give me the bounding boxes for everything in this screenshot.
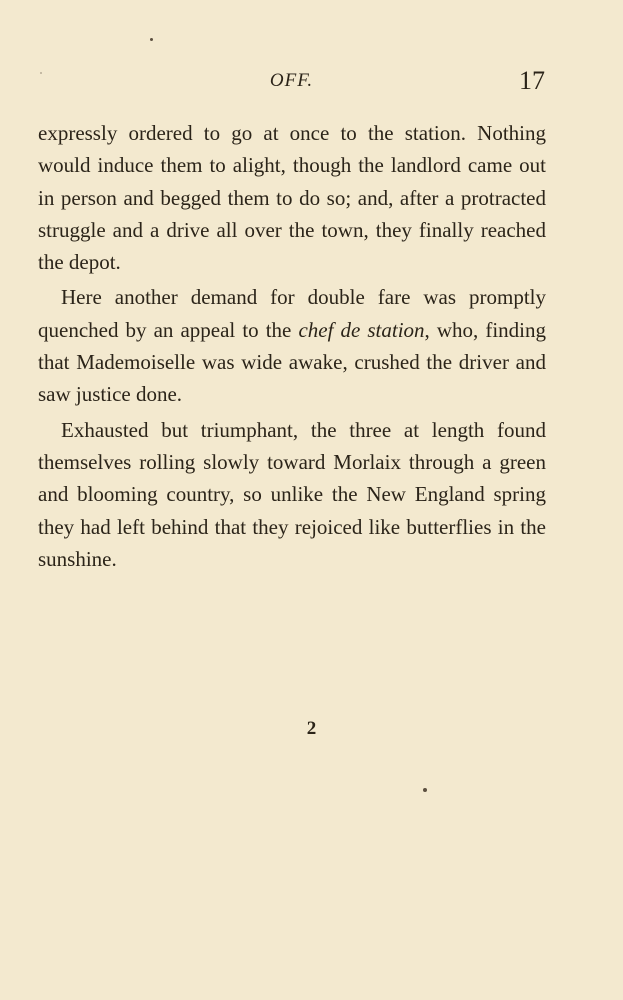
- paragraph-2-start: Here another demand for double fare was promptly quenched by an appeal to the: [38, 285, 546, 342]
- ink-speck: [423, 788, 427, 792]
- page-header: [38, 66, 545, 100]
- paragraph-2-end: , who, finding that Mademoiselle was wide awake, crushed the driver and saw justice done.: [38, 317, 546, 407]
- page-number: 17: [519, 66, 545, 95]
- running-head: OFF.: [269, 70, 314, 91]
- ink-speck: [150, 38, 153, 41]
- paragraph-3: Exhausted but triumphant, the three at length found themselves rolling slowly toward Morlaix through a green and blooming country, so unlike the New England spring they had left behind that they rejoiced like butterflies in the sunshine.: [38, 417, 546, 571]
- paragraph-1: expressly ordered to go at once to the station. Nothing would induce them to alight, though the landlord came out in person and begged them to do so; and, after a protracted struggle and a drive all over the town, they finally reached the depot.: [38, 121, 546, 275]
- italic-phrase: chef de station: [298, 317, 425, 342]
- body-text: [38, 117, 546, 578]
- signature-mark: 2: [306, 718, 317, 739]
- paragraph-2: [38, 281, 546, 410]
